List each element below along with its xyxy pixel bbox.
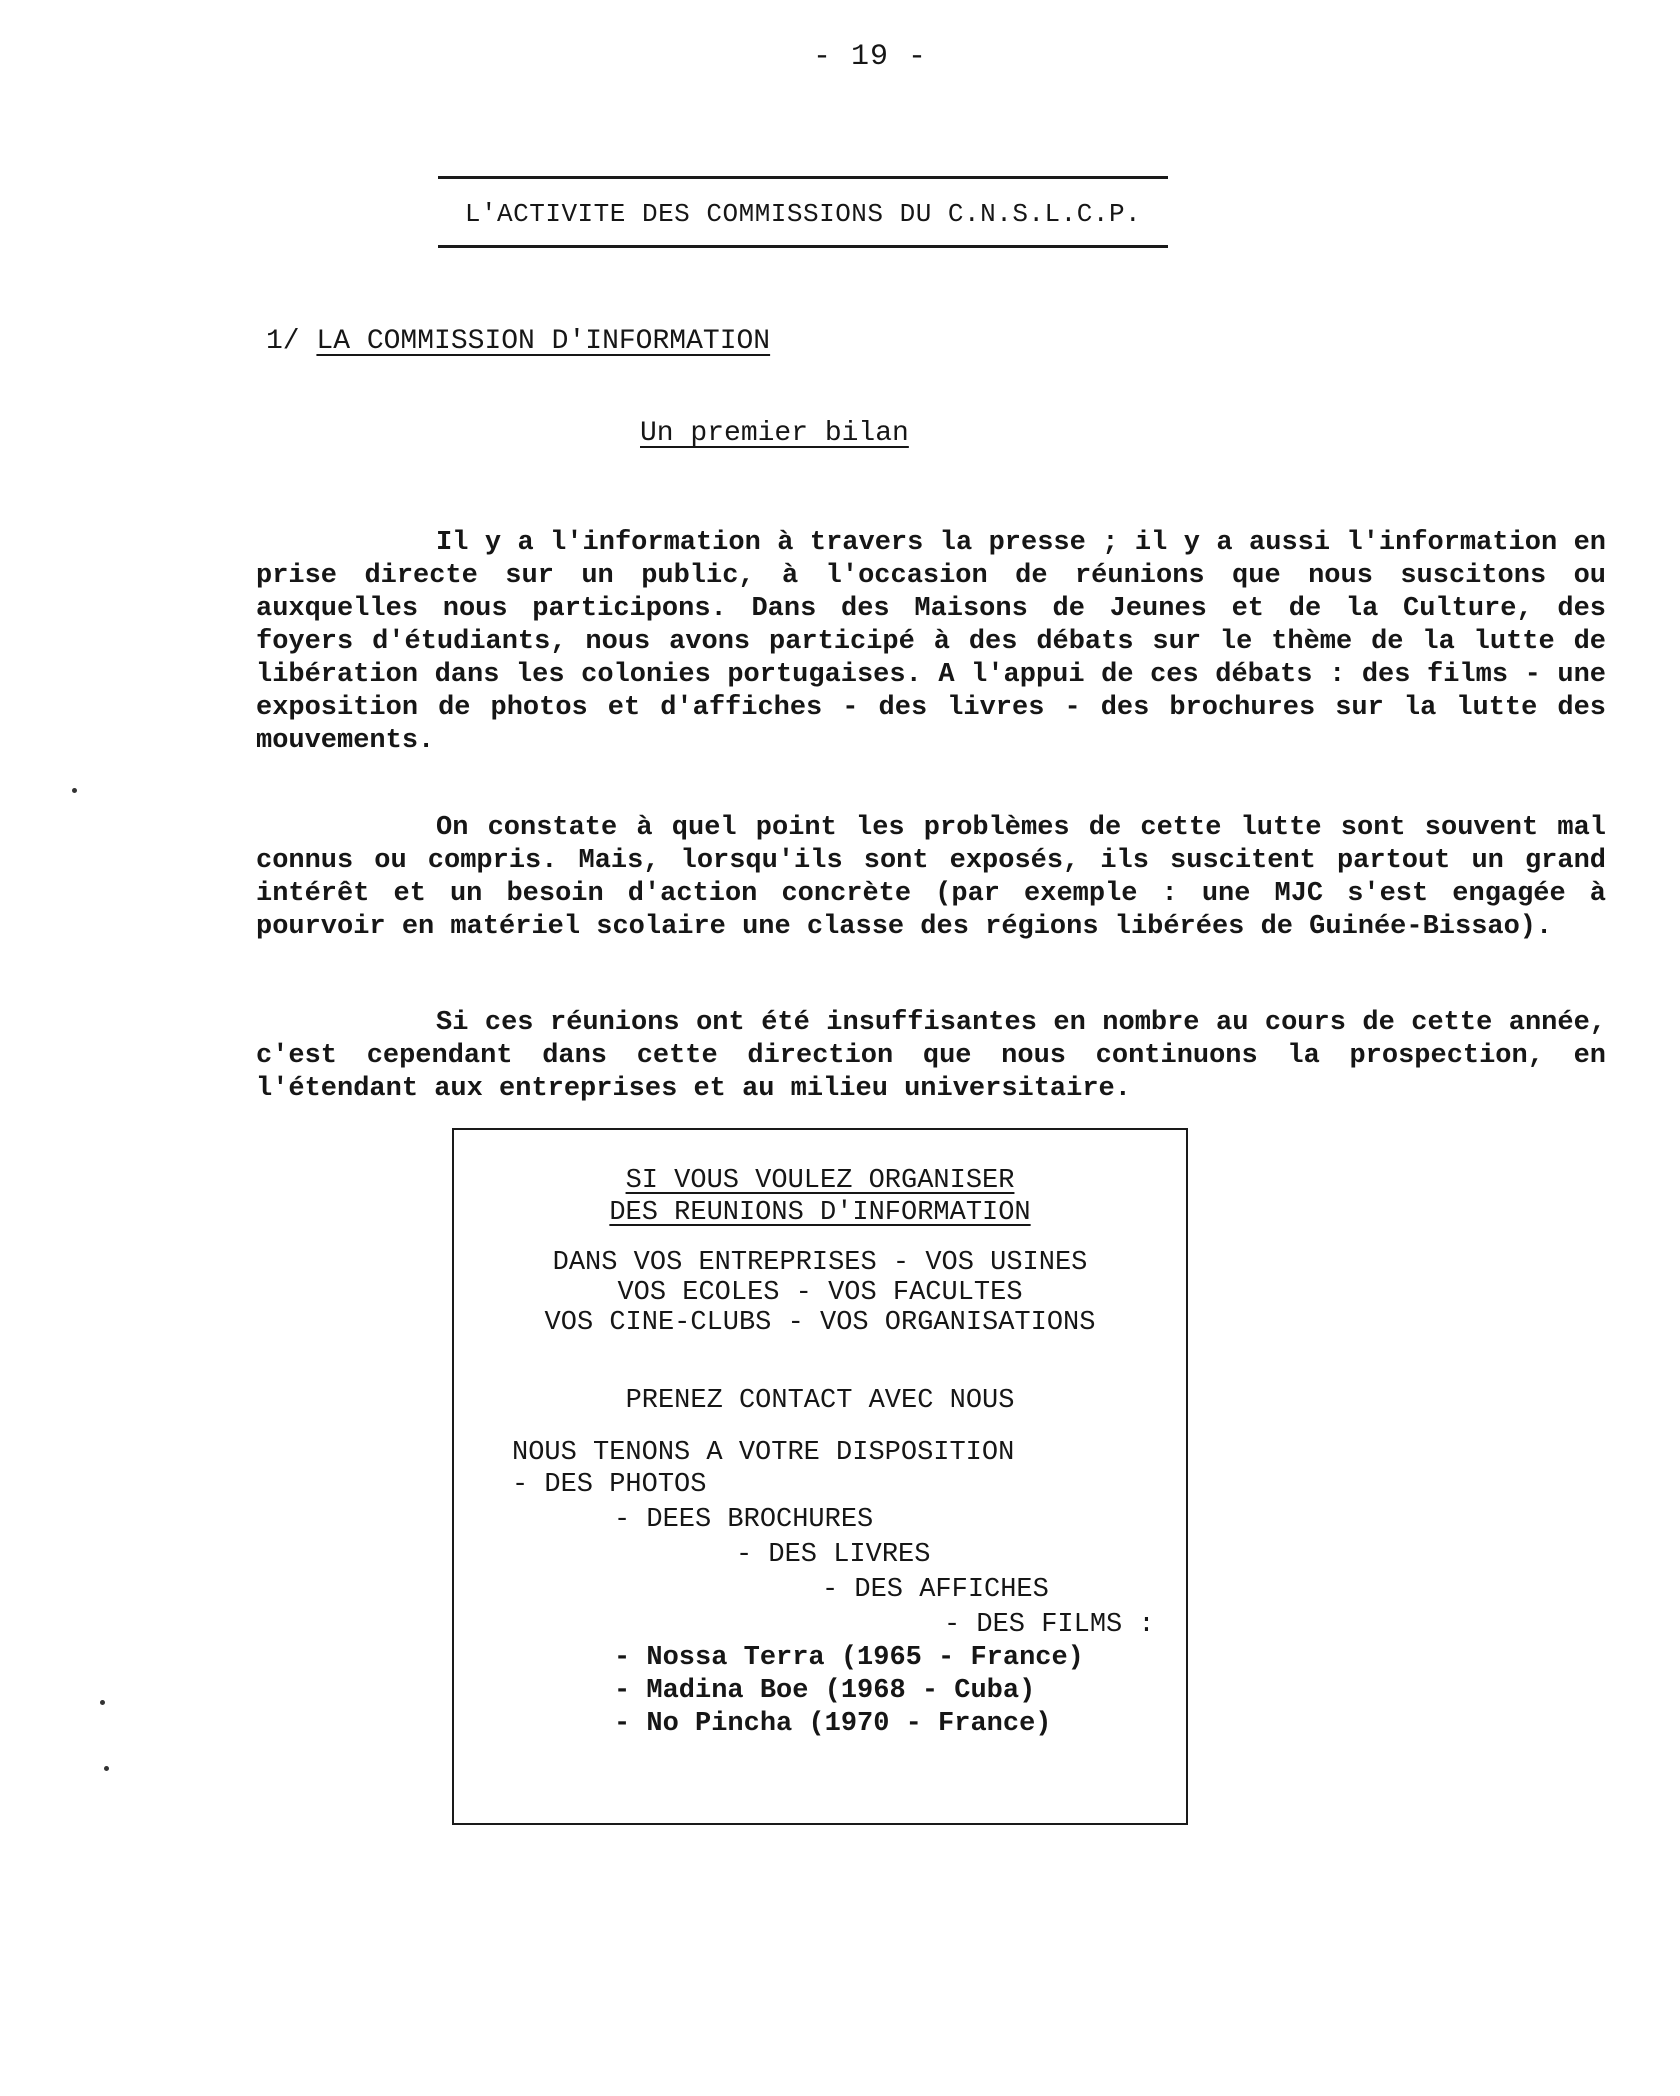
box-intro: NOUS TENONS A VOTRE DISPOSITION (512, 1438, 1015, 1468)
title-rule-bottom (438, 245, 1168, 248)
box-item-films: - DES FILMS : (944, 1610, 1155, 1640)
section-number: 1/ (266, 326, 300, 357)
box-targets-line-2: VOS ECOLES - VOS FACULTES (617, 1278, 1023, 1308)
paragraph-2: On constate à quel point les problèmes de cette lutte sont souvent mal connus ou compris. Mais, lorsqu'ils sont exposés, ils suscitent partout un grand intérêt et un besoin d'action concrète (par exemple : une MJC s'est engagée à pourvoir en matériel scolaire une classe des régions libérées de Guinée-Bissao). (256, 813, 1606, 942)
scan-speck (72, 788, 77, 793)
box-targets-line-3: VOS CINE-CLUBS - VOS ORGANISATIONS (544, 1308, 1096, 1338)
box-heading-line-1: SI VOUS VOULEZ ORGANISER (625, 1166, 1015, 1196)
box-heading (454, 1166, 1186, 1230)
film-madina-boe: - Madina Boe (1968 - Cuba) (614, 1676, 1036, 1706)
box-item-affiches: - DES AFFICHES (822, 1575, 1049, 1605)
box-item-photos: - DES PHOTOS (512, 1470, 707, 1500)
page-number: - 19 - (812, 40, 928, 74)
box-targets-line-1: DANS VOS ENTREPRISES - VOS USINES (552, 1248, 1088, 1278)
info-box (452, 1128, 1188, 1825)
page-title: L'ACTIVITE DES COMMISSIONS DU C.N.S.L.C.P. (464, 199, 1142, 229)
film-no-pincha: - No Pincha (1970 - France) (614, 1709, 1052, 1739)
title-block (438, 176, 1168, 248)
film-nossa-terra: - Nossa Terra (1965 - France) (614, 1643, 1084, 1673)
box-contact: PRENEZ CONTACT AVEC NOUS (625, 1386, 1015, 1416)
section-heading (266, 326, 770, 357)
scan-speck (104, 1766, 109, 1771)
section-title: LA COMMISSION D'INFORMATION (316, 326, 771, 357)
paragraph-1: Il y a l'information à travers la presse ; il y a aussi l'information en prise directe sur un public, à l'occasion de réunions que nous suscitons ou auxquelles nous participons. Dans des Maisons de Jeunes et de la Culture, des foyers d'étudiants, nous avons participé à des débats sur le thème de la lutte de libération dans les colonies portugaises. A l'appui de ces débats : des films - une exposition de photos et d'affiches - des livres - des brochures sur la lutte des mouvements. (256, 528, 1606, 756)
subheading: Un premier bilan (640, 418, 909, 449)
box-heading-line-2: DES REUNIONS D'INFORMATION (609, 1198, 1031, 1228)
box-targets (454, 1248, 1186, 1338)
scan-speck (100, 1700, 105, 1705)
paragraph-3: Si ces réunions ont été insuffisantes en nombre au cours de cette année, c'est cependant dans cette direction que nous continuons la prospection, en l'étendant aux entreprises et au milieu universitaire. (256, 1008, 1606, 1104)
box-item-livres: - DES LIVRES (736, 1540, 931, 1570)
box-item-brochures: - DEES BROCHURES (614, 1505, 874, 1535)
